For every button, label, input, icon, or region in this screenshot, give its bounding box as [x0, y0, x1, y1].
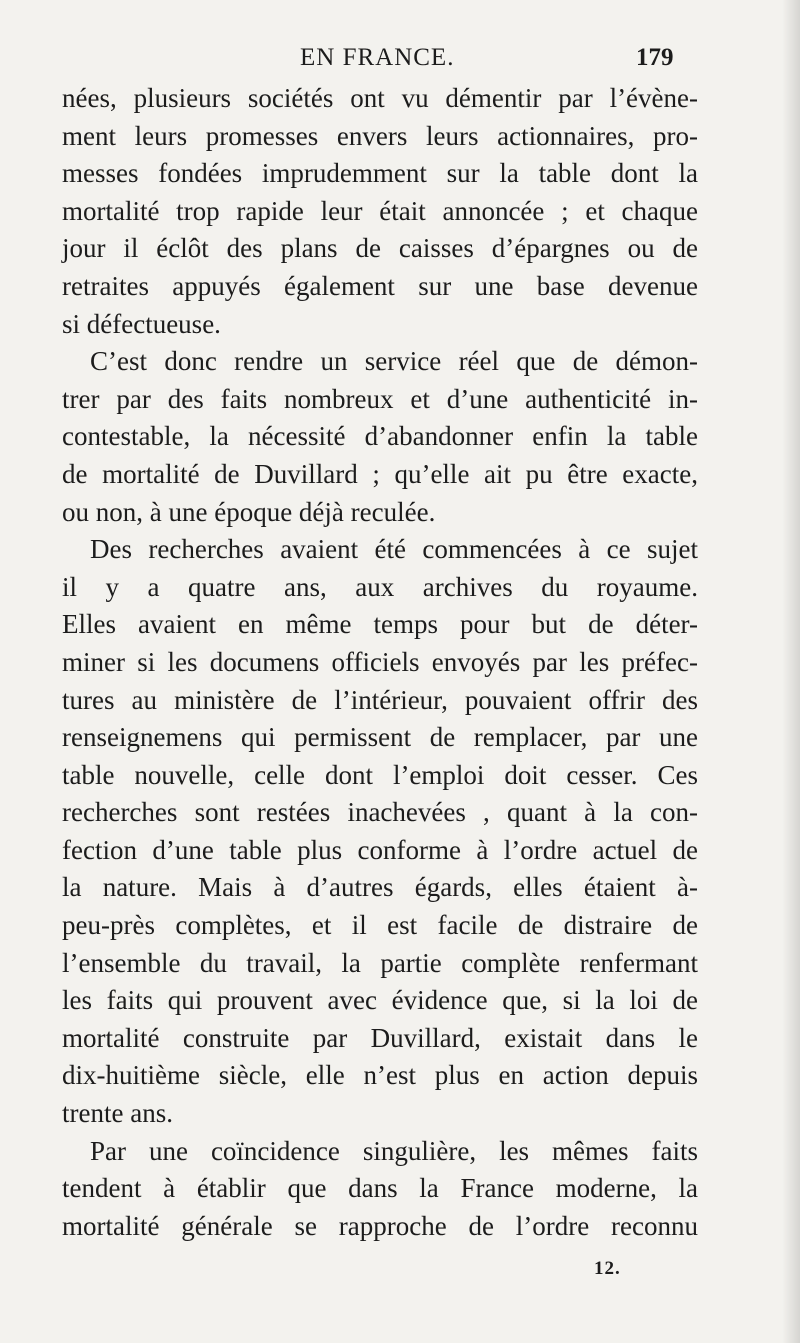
- paragraph-start-line: Par une coïncidence singulière, les mêmes faits: [90, 1135, 698, 1166]
- text-line: trer par des faits nombreux et d’une authenticité in-: [62, 383, 698, 414]
- text-line: nées, plusieurs sociétés ont vu démentir par l’évène-: [62, 83, 698, 113]
- running-head: EN FRANCE.: [300, 44, 455, 71]
- text-line: mortalité construite par Duvillard, existait dans le: [62, 1022, 698, 1053]
- text-line: messes fondées imprudemment sur la table dont la: [62, 158, 698, 189]
- text-line: peu-près complètes, et il est facile de distraire de: [62, 910, 698, 941]
- paragraph-start-line: Des recherches avaient été commencées à ce sujet: [90, 534, 698, 565]
- text-line: si défectueuse.: [62, 308, 221, 339]
- text-line: recherches sont restées inachevées , quant à la con-: [62, 797, 698, 828]
- text-line: trente ans.: [62, 1098, 173, 1129]
- text-line: Elles avaient en même temps pour but de déter-: [62, 609, 698, 640]
- text-line: la nature. Mais à d’autres égards, elles étaient à-: [62, 872, 698, 903]
- page-header: [0, 44, 800, 84]
- text-line: l’ensemble du travail, la partie complète renfermant: [62, 947, 698, 978]
- paragraph-start-line: C’est donc rendre un service réel que de démon-: [90, 346, 698, 377]
- text-line: contestable, la nécessité d’abandonner enfin la table: [62, 421, 698, 452]
- text-line: renseignemens qui permissent de remplacer, par une: [62, 722, 698, 753]
- text-line: tures au ministère de l’intérieur, pouvaient offrir des: [62, 684, 698, 715]
- text-line: tendent à établir que dans la France moderne, la: [62, 1173, 698, 1204]
- text-line: fection d’une table plus conforme à l’ordre actuel de: [62, 834, 698, 865]
- text-line: table nouvelle, celle dont l’emploi doit cesser. Ces: [62, 759, 698, 790]
- text-line: les faits qui prouvent avec évidence que, si la loi de: [62, 985, 698, 1016]
- text-line: mortalité trop rapide leur était annoncée ; et chaque: [62, 195, 698, 226]
- text-line: ment leurs promesses envers leurs actionnaires, pro-: [62, 120, 698, 151]
- body-text: [62, 80, 698, 1245]
- page-number: 179: [636, 44, 674, 71]
- text-line: miner si les documens officiels envoyés par les préfec-: [62, 646, 698, 677]
- text-line: mortalité générale se rapproche de l’ordre reconnu: [62, 1210, 698, 1241]
- text-line: retraites appuyés également sur une base devenue: [62, 270, 698, 301]
- text-line: jour il éclôt des plans de caisses d’épargnes ou de: [62, 233, 698, 264]
- text-line: dix-huitième siècle, elle n’est plus en action depuis: [62, 1060, 698, 1091]
- text-line: il y a quatre ans, aux archives du royaume.: [62, 571, 698, 602]
- page-edge-shadow: [782, 0, 800, 1343]
- signature-mark: 12.: [594, 1258, 621, 1279]
- text-line: ou non, à une époque déjà reculée.: [62, 496, 436, 527]
- text-line: de mortalité de Duvillard ; qu’elle ait pu être exacte,: [62, 458, 698, 489]
